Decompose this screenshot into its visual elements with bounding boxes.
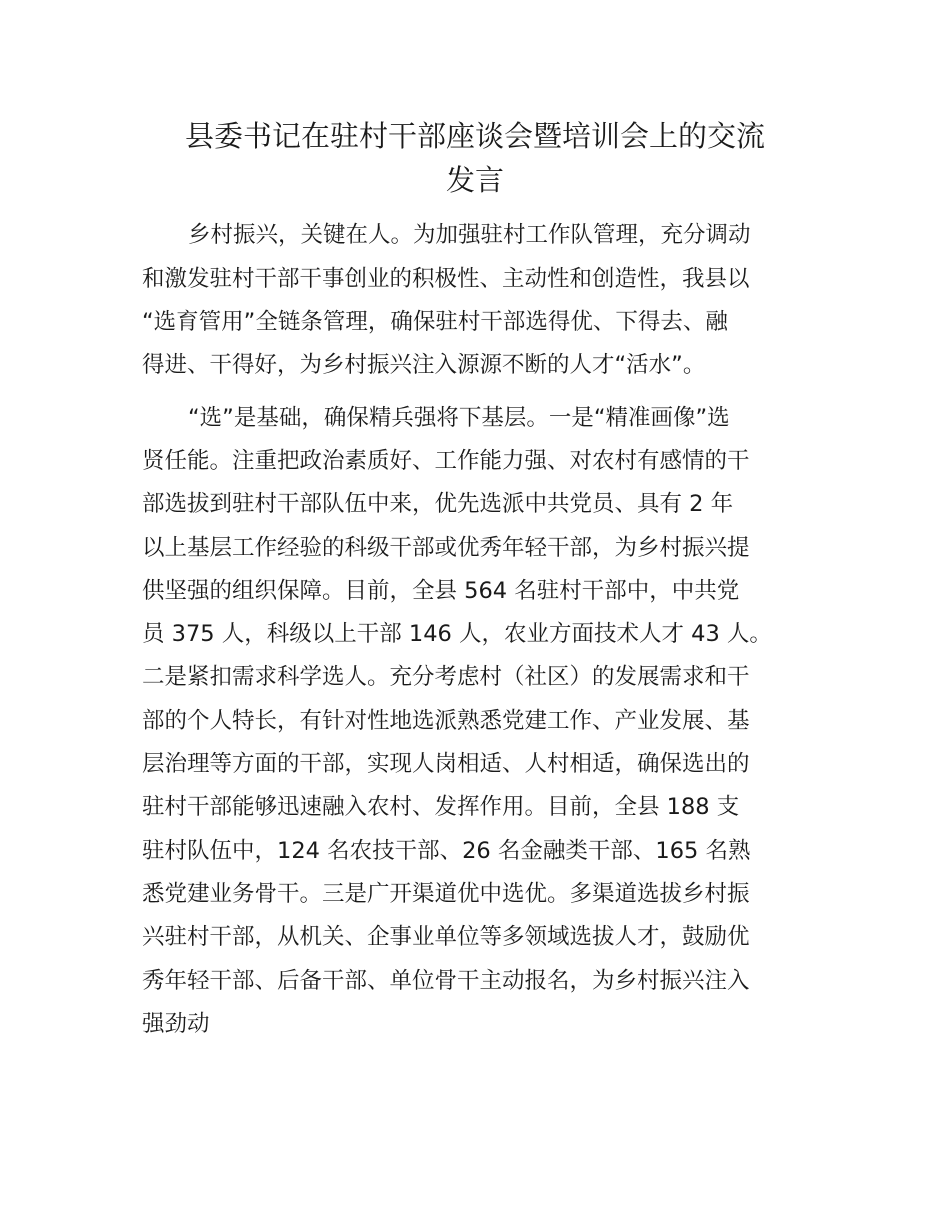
paragraph-line: 员 375 人，科级以上干部 146 人，农业方面技术人才 43 人。 xyxy=(142,621,772,647)
paragraph-line: 乡村振兴，关键在人。为加强驻村工作队管理，充分调动 xyxy=(188,222,751,248)
paragraph-line: 驻村队伍中，124 名农技干部、26 名金融类干部、165 名熟 xyxy=(142,838,751,864)
paragraph-line: 和激发驻村干部干事创业的积极性、主动性和创造性，我县以 xyxy=(142,266,750,292)
paragraph-line: 部的个人特长，有针对性地选派熟悉党建工作、产业发展、基 xyxy=(142,708,750,734)
paragraph-line: 悉党建业务骨干。三是广开渠道优中选优。多渠道选拔乡村振 xyxy=(142,881,750,907)
paragraph-line: 层治理等方面的干部，实现人岗相适、人村相适，确保选出的 xyxy=(142,751,750,777)
document-title-line-2: 发言 xyxy=(445,163,504,197)
paragraph-line: 强劲动 xyxy=(142,1011,210,1037)
document-title-line-1: 县委书记在驻村干部座谈会暨培训会上的交流 xyxy=(184,119,765,153)
paragraph-line: 得进、干得好，为乡村振兴注入源源不断的人才“活水”。 xyxy=(142,352,706,378)
paragraph-line: 二是紧扣需求科学选人。充分考虑村（社区）的发展需求和干 xyxy=(142,664,750,690)
paragraph-line: 秀年轻干部、后备干部、单位骨干主动报名，为乡村振兴注入 xyxy=(142,968,750,994)
paragraph-line: 部选拔到驻村干部队伍中来，优先选派中共党员、具有 2 年 xyxy=(142,491,734,517)
paragraph-line: 驻村干部能够迅速融入农村、发挥作用。目前，全县 188 支 xyxy=(142,794,740,820)
paragraph-line: 供坚强的组织保障。目前，全县 564 名驻村干部中，中共党 xyxy=(142,578,740,604)
paragraph-line: “选”是基础，确保精兵强将下基层。一是“精准画像”选 xyxy=(188,405,730,431)
paragraph-line: 兴驻村干部，从机关、企事业单位等多领域选拔人才，鼓励优 xyxy=(142,924,750,950)
paragraph-line: 以上基层工作经验的科级干部或优秀年轻干部，为乡村振兴提 xyxy=(142,535,750,561)
paragraph-line: 贤任能。注重把政治素质好、工作能力强、对农村有感情的干 xyxy=(142,448,750,474)
paragraph-line: “选育管用”全链条管理，确保驻村干部选得优、下得去、融 xyxy=(142,309,728,335)
